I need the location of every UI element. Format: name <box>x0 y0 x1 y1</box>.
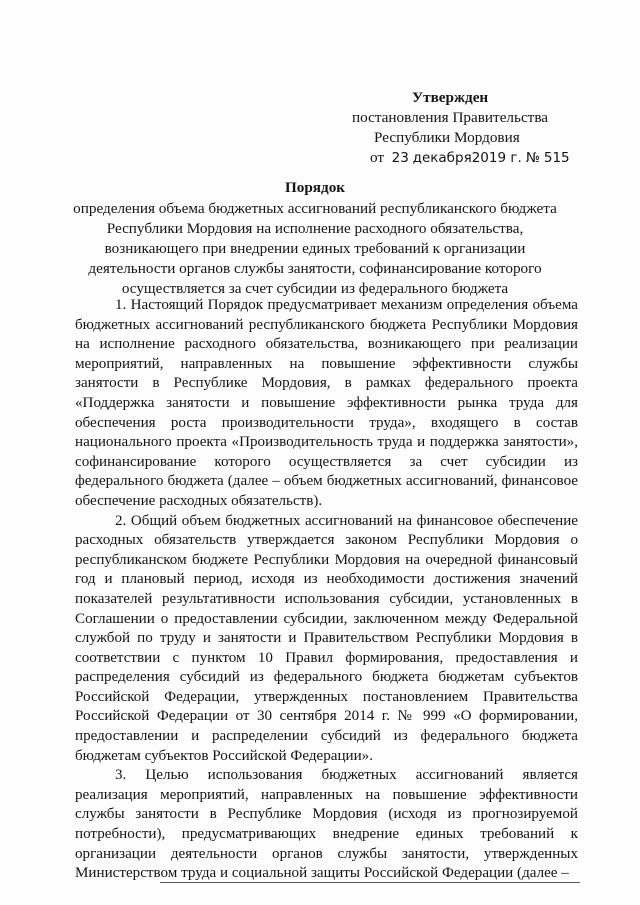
paragraph-3: 3. Целью использования бюджетных ассигнований является реализация мероприятий, направленных на повышение эффективности службы занятости в Республике Мордовия (исходя из прогнозируемой потребности), предусматривающих внедрение единых требований к организации деятельности органов службы занятости, утвержденных Министерством труда и социальной защиты Российской Федерации (далее – <box>75 767 578 882</box>
approval-title: Утвержден <box>412 89 489 106</box>
paragraph-2: 2. Общий объем бюджетных ассигнований на финансовое обеспечение расходных обязательств утверждается законом Республики Мордовия о республиканском бюджете Республики Мордовия на очередной финансовый год и плановый период, исходя из необходимости достижения значений показателей результативности использования субсидии, установленных в Соглашении о предоставлении субсидии, заключенном между Федеральной службой по труду и занятости и Правительством Республики Мордовия в соответствии с пунктом 10 Правил формирования, предоставления и распределения субсидий из федерального бюджета бюджетам субъектов Российской Федерации, утвержденных постановлением Правительства Российской Федерации от 30 сентября 2014 г. № 999 «О формировании, предоставлении и распределении субсидий из федерального бюджета бюджетам субъектов Российской Федерации». <box>75 512 578 764</box>
document-subtitle-line: Республики Мордовия на исполнение расходного обязательства, <box>106 220 524 237</box>
approval-line-1: постановления Правительства <box>352 109 549 126</box>
approval-number: 515 <box>543 150 570 166</box>
approval-date-year: 2019 г. № <box>471 150 541 166</box>
document-subtitle-line: возникающего при внедрении единых требований к организации <box>104 240 526 257</box>
document-body <box>75 296 578 884</box>
document-heading <box>60 178 570 299</box>
approval-date-line <box>340 148 580 168</box>
document-subtitle-line: осуществляется за счет субсидии из федерального бюджета <box>121 280 509 297</box>
approval-stamp <box>340 88 580 168</box>
document-subtitle-line: деятельности органов службы занятости, софинансирование которого <box>88 260 542 277</box>
approval-line-2: Республики Мордовия <box>374 129 520 146</box>
approval-date-day: 23 <box>391 150 409 166</box>
document-subtitle-line: определения объема бюджетных ассигнований республиканского бюджета <box>73 200 557 217</box>
approval-date-prefix: от <box>370 149 385 166</box>
paragraph-1: 1. Настоящий Порядок предусматривает механизм определения объема бюджетных ассигнований республиканского бюджета Республики Мордовия на исполнение расходного обязательства, возникающего при реализации мероприятий, направленных на повышение эффективности службы занятости в Республике Мордовия, в рамках федерального проекта «Поддержка занятости и повышение эффективности рынка труда для обеспечения роста производительности труда», входящего в состав национального проекта «Производительность труда и поддержка занятости», софинансирование которого осуществляется за счет субсидии из федерального бюджета (далее – объем бюджетных ассигнований, финансовое обеспечение расходных обязательств). <box>75 297 578 509</box>
document-title: Порядок <box>284 179 346 196</box>
approval-date-month: декабря <box>412 150 472 166</box>
page-bottom-rule <box>160 882 580 883</box>
